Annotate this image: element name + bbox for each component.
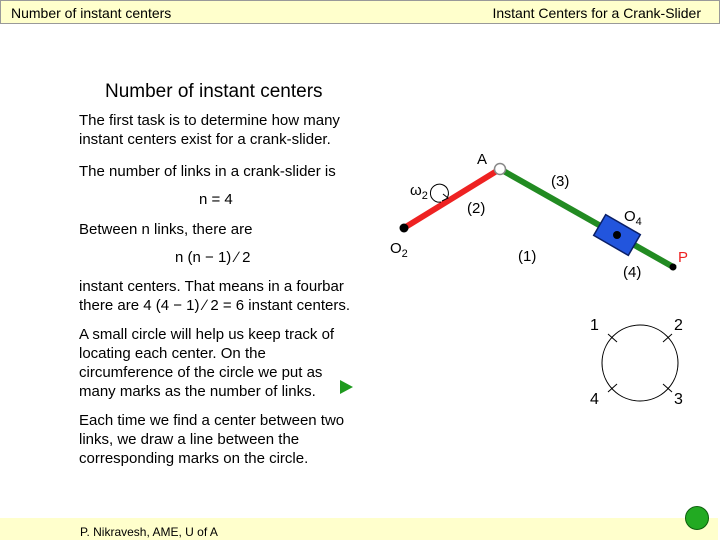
tracking-circle bbox=[602, 325, 678, 401]
circle-text-line-4: many marks as the number of links. bbox=[79, 383, 316, 400]
header-presentation-title: Instant Centers for a Crank-Slider bbox=[492, 5, 701, 21]
pivot-o2-dot bbox=[400, 224, 409, 233]
circle-label-1: 1 bbox=[590, 317, 599, 334]
pivot-o4-dot bbox=[613, 231, 621, 239]
label-link-2: (2) bbox=[467, 200, 486, 217]
joint-a-circle bbox=[495, 164, 506, 175]
footer-credit: P. Nikravesh, AME, U of A bbox=[80, 525, 218, 539]
label-ground-link-1: (1) bbox=[518, 248, 537, 265]
between-links-text: Between n links, there are bbox=[79, 221, 253, 238]
draw-line-text-line-1: Each time we find a center between two bbox=[79, 412, 345, 429]
circle-text-line-1: A small circle will help us keep track of bbox=[79, 326, 335, 343]
circle-label-3: 3 bbox=[674, 391, 683, 408]
intro-text-line-2: instant centers exist for a crank-slider. bbox=[79, 131, 331, 148]
footer-bar bbox=[0, 518, 718, 540]
label-point-p: P bbox=[678, 249, 689, 266]
header-section-title: Number of instant centers bbox=[11, 5, 172, 21]
n-equals-text: n = 4 bbox=[199, 191, 233, 208]
circle-label-2: 2 bbox=[674, 317, 683, 334]
draw-line-text-line-2: links, we draw a line between the bbox=[79, 431, 300, 448]
instant-centers-text-line-2: there are 4 (4 − 1) ∕ 2 = 6 instant centers. bbox=[79, 297, 350, 314]
slide-title: Number of instant centers bbox=[105, 81, 323, 102]
label-point-a: A bbox=[477, 151, 488, 168]
label-omega-2: $\omega_2$ bbox=[410, 182, 428, 202]
green-action-button[interactable] bbox=[685, 506, 709, 530]
draw-line-text-line-3: corresponding marks on the circle. bbox=[79, 450, 309, 467]
circle-text-line-2: locating each center. On the bbox=[79, 345, 266, 362]
links-count-text: The number of links in a crank-slider is bbox=[79, 163, 336, 180]
intro-text-line-1: The first task is to determine how many bbox=[79, 112, 340, 129]
circle-label-4: 4 bbox=[590, 391, 599, 408]
point-p-dot bbox=[670, 264, 677, 271]
label-pivot-o2: $O_2$ bbox=[390, 240, 408, 260]
formula-text: n (n − 1) ∕ 2 bbox=[175, 249, 251, 266]
instant-centers-text-line-1: instant centers. That means in a fourbar bbox=[79, 278, 344, 295]
circle-text-line-3: circumference of the circle we put as bbox=[79, 364, 323, 381]
label-link-3: (3) bbox=[551, 173, 570, 190]
label-slider-o4: $O_4$ bbox=[624, 208, 642, 228]
label-link-4: (4) bbox=[623, 264, 642, 281]
